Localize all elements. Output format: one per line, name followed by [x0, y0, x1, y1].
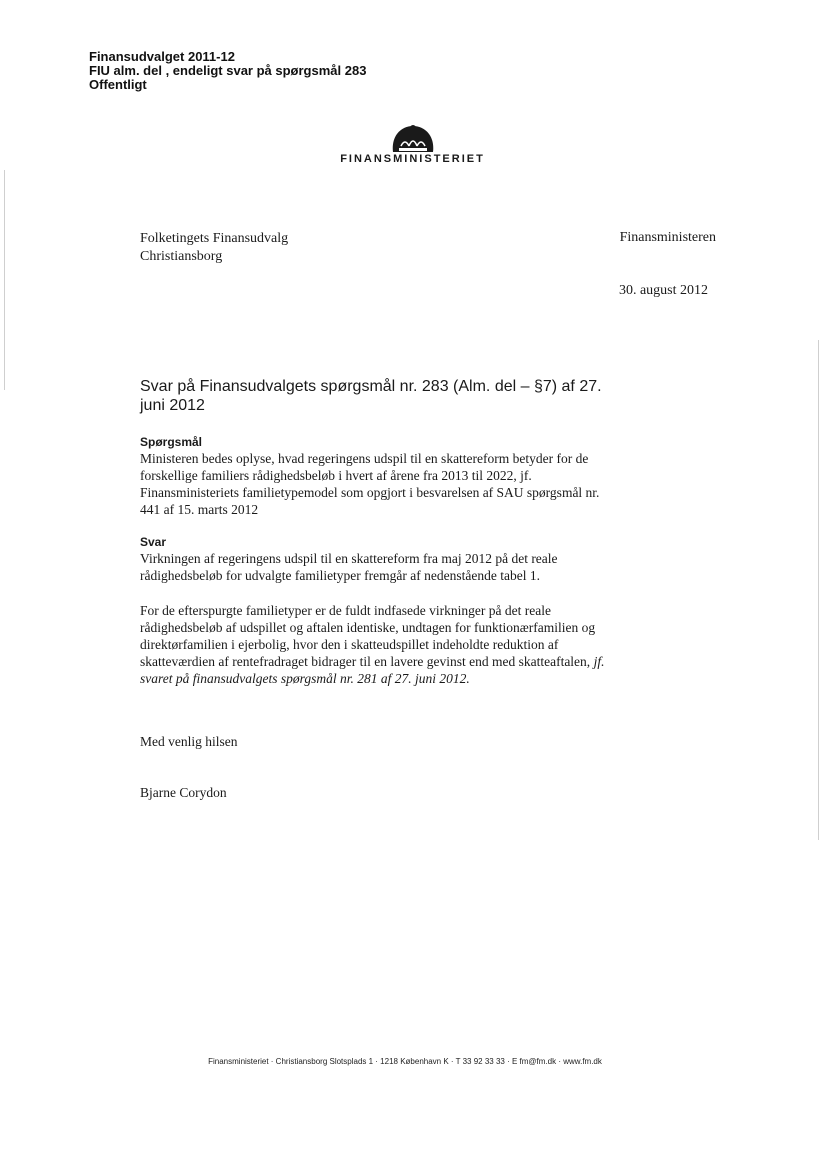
signature-name: Bjarne Corydon — [140, 785, 227, 800]
answer-paragraph-2 — [140, 602, 610, 687]
scan-artifact — [4, 170, 5, 390]
document-header — [89, 50, 366, 92]
question-heading: Spørgsmål — [140, 435, 203, 449]
recipient-name: Folketingets Finansudvalg — [140, 231, 289, 246]
answer-heading: Svar — [140, 535, 167, 549]
question-reference: FIU alm. del , endeligt svar på spørgsmål 283 — [89, 63, 367, 78]
letter-date: 30. august 2012 — [618, 283, 708, 298]
footer-contact: Finansministeriet · Christiansborg Slotsplads 1 · 1218 København K · T 33 92 33 33 · E fm@fm.dk · www.fm.dk — [208, 1057, 602, 1066]
answer-paragraph-1: Virkningen af regeringens udspil til en skattereform fra maj 2012 på det reale rådighedsbeløb for udvalgte familietyper fremgår af nedenstående tabel 1. — [140, 551, 558, 583]
letter-subject: Svar på Finansudvalgets spørgsmål nr. 283 (Alm. del – §7) af 27. juni 2012 — [140, 378, 602, 414]
closing-greeting: Med venlig hilsen — [140, 734, 238, 749]
ministry-name: FINANSMINISTERIET — [340, 153, 485, 165]
scan-artifact — [818, 340, 819, 840]
committee-session: Finansudvalget 2011-12 — [89, 49, 235, 64]
recipient-address — [140, 230, 288, 266]
answer-paragraph-2-text: For de efterspurgte familietyper er de fuldt indfasede virkninger på det reale rådighedsbeløb af udspillet og aftalen identiske, undtagen for funktionærfamilien og direktørfamilien i ejerbolig, hvor den i skatteudspillet indeholdte reduktion af skatteværdien af rentefradraget bidrager til en lavere gevinst end med skatteaftalen, — [140, 603, 596, 669]
answer-reference: jf. svaret på finansudvalgets spørgsmål nr. 281 af 27. juni 2012. — [140, 654, 605, 686]
publication-status: Offentligt — [89, 77, 147, 92]
sender: Finansministeren — [619, 230, 716, 245]
recipient-location: Christiansborg — [140, 249, 223, 264]
question-text: Ministeren bedes oplyse, hvad regeringens udspil til en skattereform betyder for de forskellige familiers rådighedsbeløb i hvert af årene fra 2013 til 2022, jf. Finansministeriets familietypemodel som opgjort i besvarelsen af SAU spørgsmål nr. 441 af 15. marts 2012 — [140, 451, 600, 517]
